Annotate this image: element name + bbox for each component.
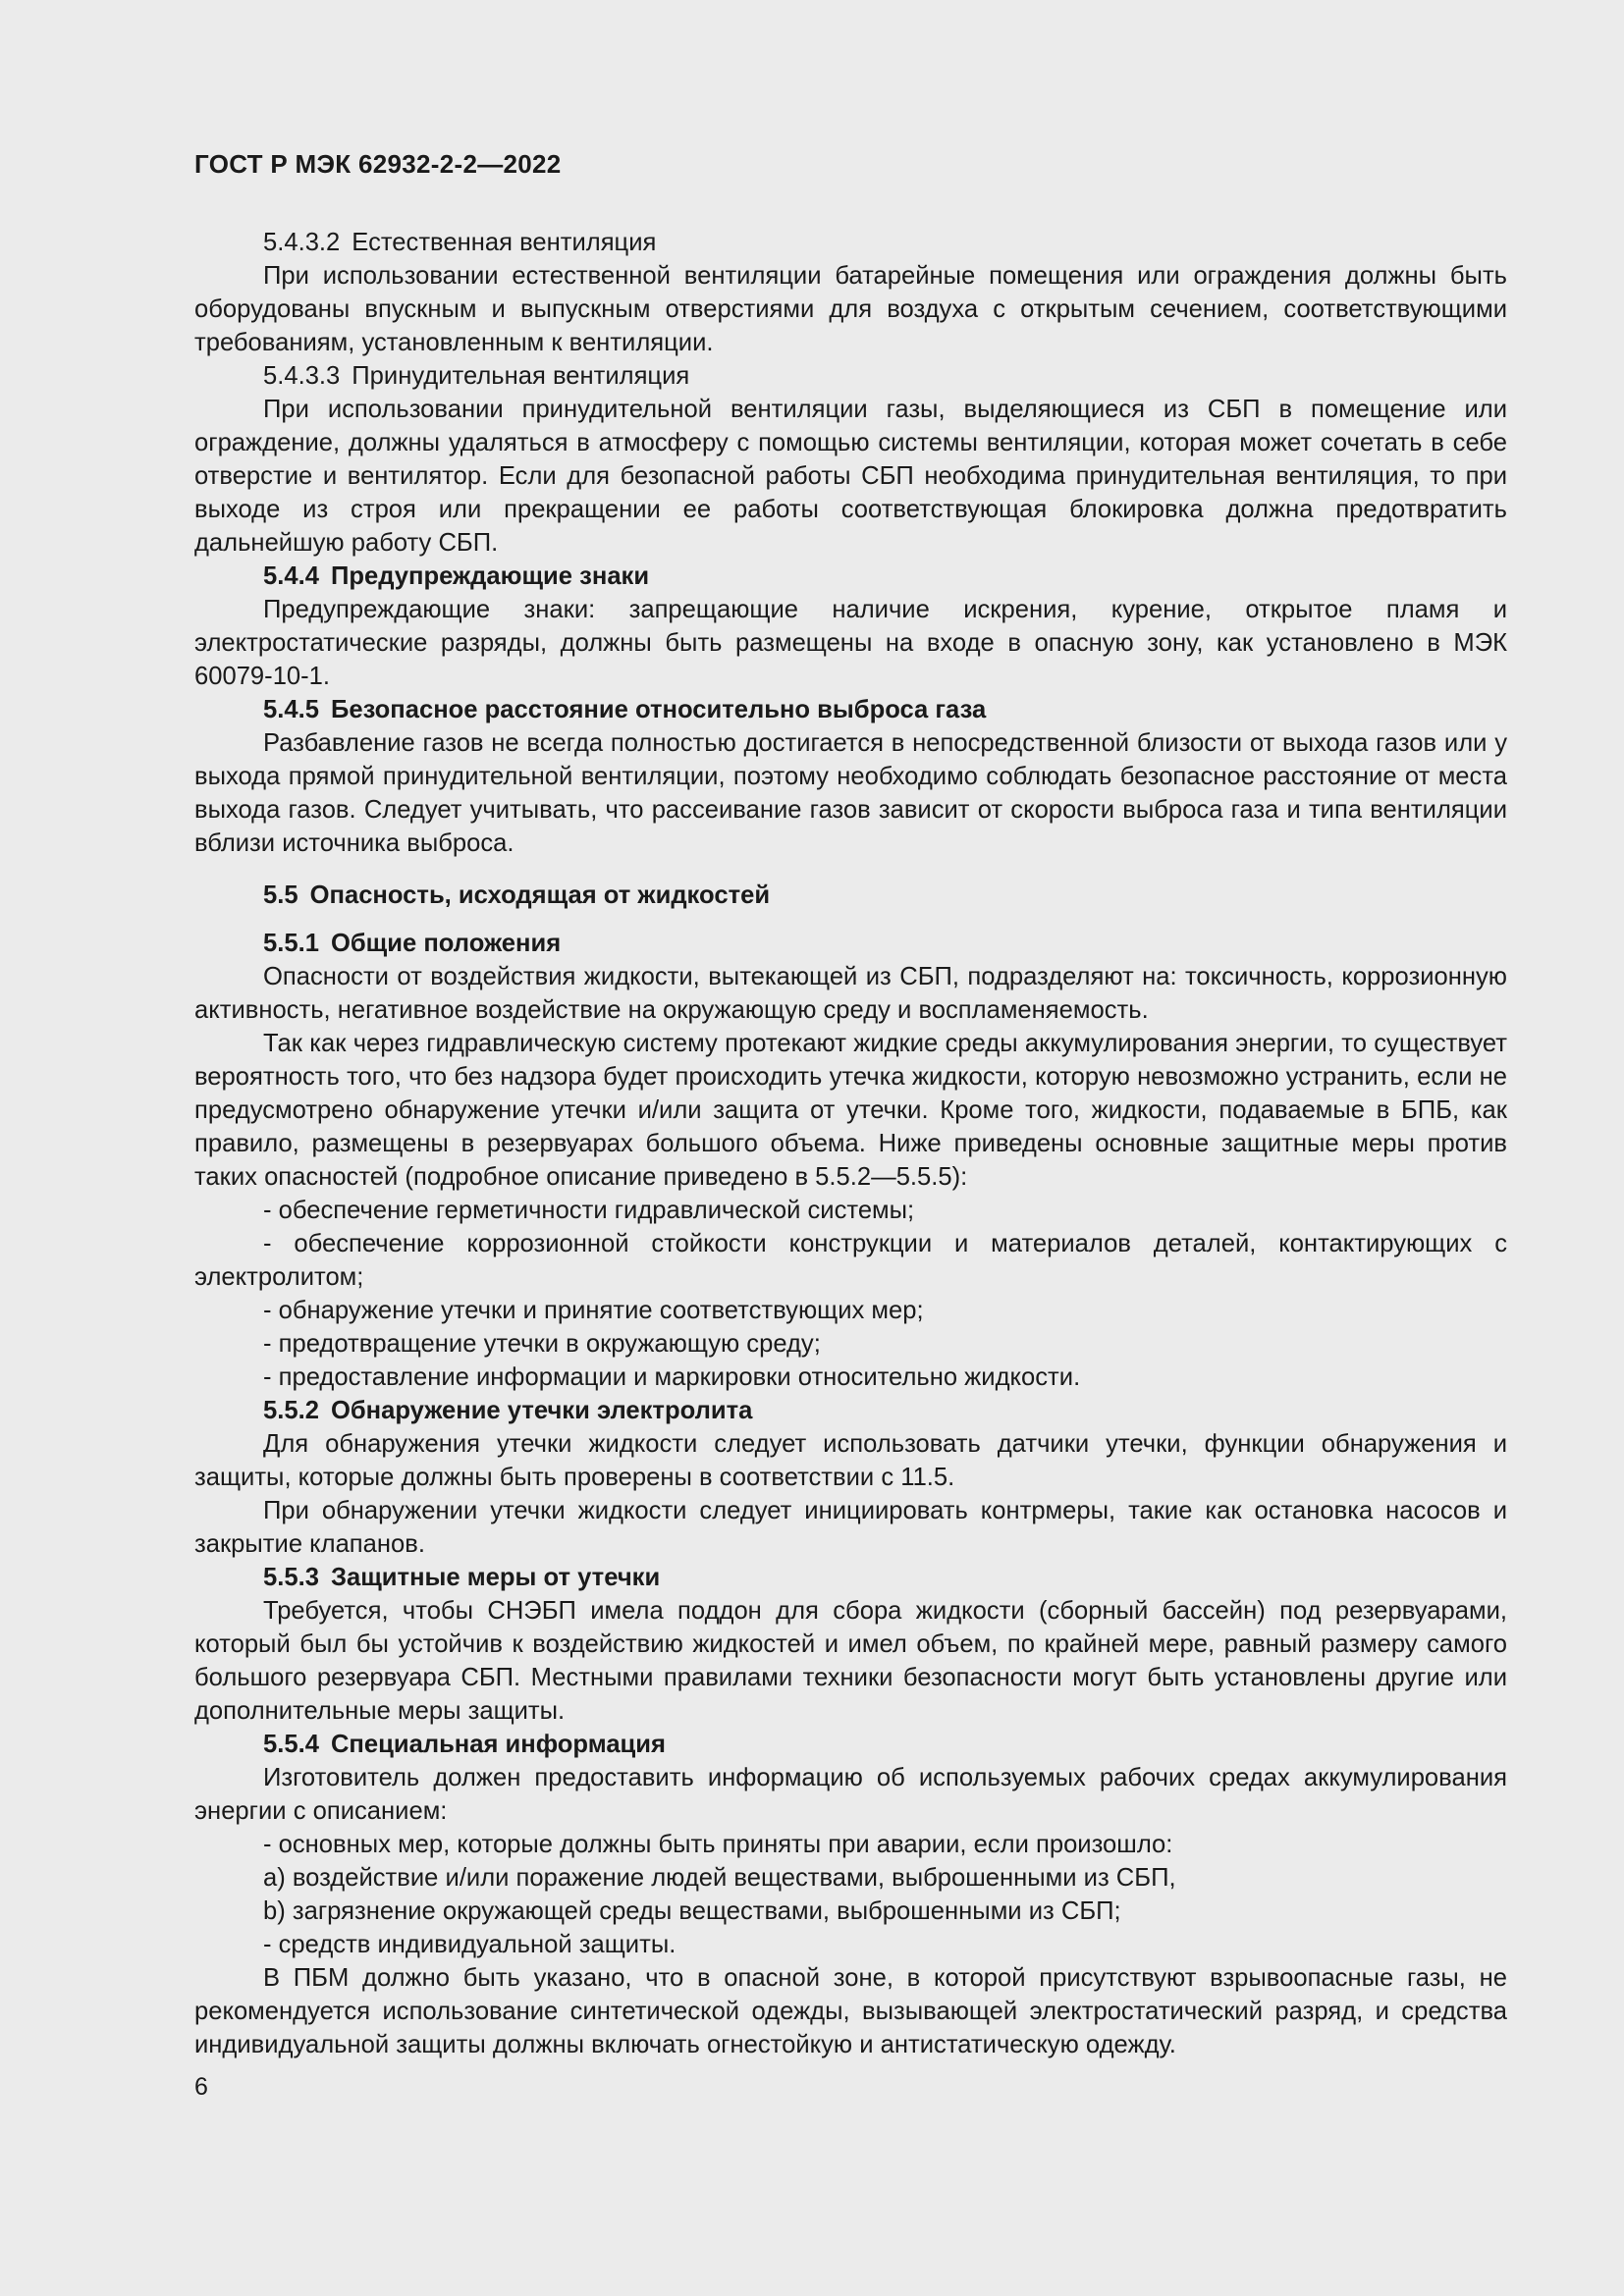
list-item: - средств индивидуальной защиты. <box>263 1931 677 1958</box>
paragraph: Предупреждающие знаки: запрещающие наличие искрения, курение, открытое пламя и электростатические разряды, должны быть размещены на входе в опасную зону, как установлено в МЭК 60079-10-1. <box>194 596 1507 690</box>
paragraph: Разбавление газов не всегда полностью достигается в непосредственной близости от выхода газов или у выхода прямой принудительной вентиляции, поэтому необходимо соблюдать безопасное расстояние от места выхода газов. Следует учитывать, что рассеивание газов зависит от скорости выброса газа и типа вентиляции вблизи источника выброса. <box>194 729 1507 857</box>
clause-number: 5.4.3.3 <box>263 362 341 390</box>
clause-552-heading <box>194 1394 1507 1427</box>
clause-number: 5.5.3 <box>263 1564 319 1591</box>
list-item: - основных мер, которые должны быть приняты при аварии, если произошло: <box>263 1831 1173 1858</box>
section-number: 5.5 <box>263 881 298 909</box>
clause-title: Обнаружение утечки электролита <box>330 1397 753 1424</box>
clause-number: 5.4.3.2 <box>263 229 341 256</box>
clause-title: Естественная вентиляция <box>352 229 657 256</box>
document-body <box>194 226 1507 2061</box>
paragraph: Требуется, чтобы СНЭБП имела поддон для сбора жидкости (сборный бассейн) под резервуарами, который был бы устойчив к воздействию жидкостей и имел объем, по крайней мере, равный размеру самого большого резервуара СБП. Местными правилами техники безопасности могут быть установлены другие или дополнительные меры защиты. <box>194 1597 1507 1725</box>
page-number: 6 <box>194 2073 208 2101</box>
paragraph: Опасности от воздействия жидкости, вытекающей из СБП, подразделяют на: токсичность, коррозионную активность, негативное воздействие на окружающую среду и воспламеняемость. <box>194 963 1507 1024</box>
clause-5432-heading <box>194 226 1507 259</box>
paragraph: При использовании принудительной вентиляции газы, выделяющиеся из СБП в помещение или ограждение, должны удаляться в атмосферу с помощью системы вентиляции, которая может сочетать в себе отверстие и вентилятор. Если для безопасной работы СБП необходима принудительная вентиляция, то при выходе из строя или прекращении ее работы соответствующая блокировка должна предотвратить дальнейшую работу СБП. <box>194 396 1507 557</box>
clause-title: Безопасное расстояние относительно выброса газа <box>330 696 987 723</box>
clause-number: 5.5.2 <box>263 1397 319 1424</box>
paragraph: В ПБМ должно быть указано, что в опасной зоне, в которой присутствуют взрывоопасные газы, не рекомендуется использование синтетической одежды, вызывающей электростатический разряд, и средства индивидуальной защиты должны включать огнестойкую и антистатическую одежду. <box>194 1964 1507 2058</box>
list-item: a) воздействие и/или поражение людей веществами, выброшенными из СБП, <box>263 1864 1176 1892</box>
paragraph: При использовании естественной вентиляции батарейные помещения или ограждения должны быть оборудованы впускным и выпускным отверстиями для воздуха с открытым сечением, соответствующими требованиям, установленным к вентиляции. <box>194 262 1507 356</box>
paragraph: Изготовитель должен предоставить информацию об используемых рабочих средах аккумулирования энергии с описанием: <box>194 1764 1507 1825</box>
clause-554-heading <box>194 1728 1507 1761</box>
document-header: ГОСТ Р МЭК 62932-2-2—2022 <box>194 149 562 179</box>
clause-553-heading <box>194 1561 1507 1594</box>
paragraph: При обнаружении утечки жидкости следует инициировать контрмеры, такие как остановка насосов и закрытие клапанов. <box>194 1497 1507 1558</box>
clause-title: Предупреждающие знаки <box>330 562 650 590</box>
list-item: - предоставление информации и маркировки относительно жидкости. <box>263 1363 1081 1391</box>
section-title: Опасность, исходящая от жидкостей <box>309 881 771 909</box>
clause-title: Общие положения <box>330 930 562 957</box>
paragraph: Для обнаружения утечки жидкости следует использовать датчики утечки, функции обнаружения и защиты, которые должны быть проверены в соответствии с 11.5. <box>194 1430 1507 1491</box>
list-item: - обеспечение коррозионной стойкости конструкции и материалов деталей, контактирующих с электролитом; <box>194 1230 1507 1291</box>
clause-number: 5.5.4 <box>263 1731 319 1758</box>
clause-title: Специальная информация <box>330 1731 666 1758</box>
clause-544-heading <box>194 560 1507 593</box>
clause-551-heading <box>194 927 1507 960</box>
clause-number: 5.4.4 <box>263 562 319 590</box>
list-item: - предотвращение утечки в окружающую среду; <box>263 1330 821 1358</box>
paragraph: Так как через гидравлическую систему протекают жидкие среды аккумулирования энергии, то существует вероятность того, что без надзора будет происходить утечка жидкости, которую невозможно устранить, если не предусмотрено обнаружение утечки и/или защита от утечки. Кроме того, жидкости, подаваемые в БПБ, как правило, размещены в резервуарах большого объема. Ниже приведены основные защитные меры против таких опасностей (подробное описание приведено в 5.5.2—5.5.5): <box>194 1030 1507 1191</box>
clause-number: 5.5.1 <box>263 930 319 957</box>
section-55-heading <box>194 879 1507 912</box>
list-item: b) загрязнение окружающей среды веществами, выброшенными из СБП; <box>263 1897 1121 1925</box>
list-item: - обеспечение герметичности гидравлической системы; <box>263 1197 915 1224</box>
clause-title: Защитные меры от утечки <box>330 1564 661 1591</box>
clause-number: 5.4.5 <box>263 696 319 723</box>
clause-5433-heading <box>194 359 1507 393</box>
clause-545-heading <box>194 693 1507 726</box>
list-item: - обнаружение утечки и принятие соответствующих мер; <box>263 1297 924 1324</box>
clause-title: Принудительная вентиляция <box>352 362 690 390</box>
